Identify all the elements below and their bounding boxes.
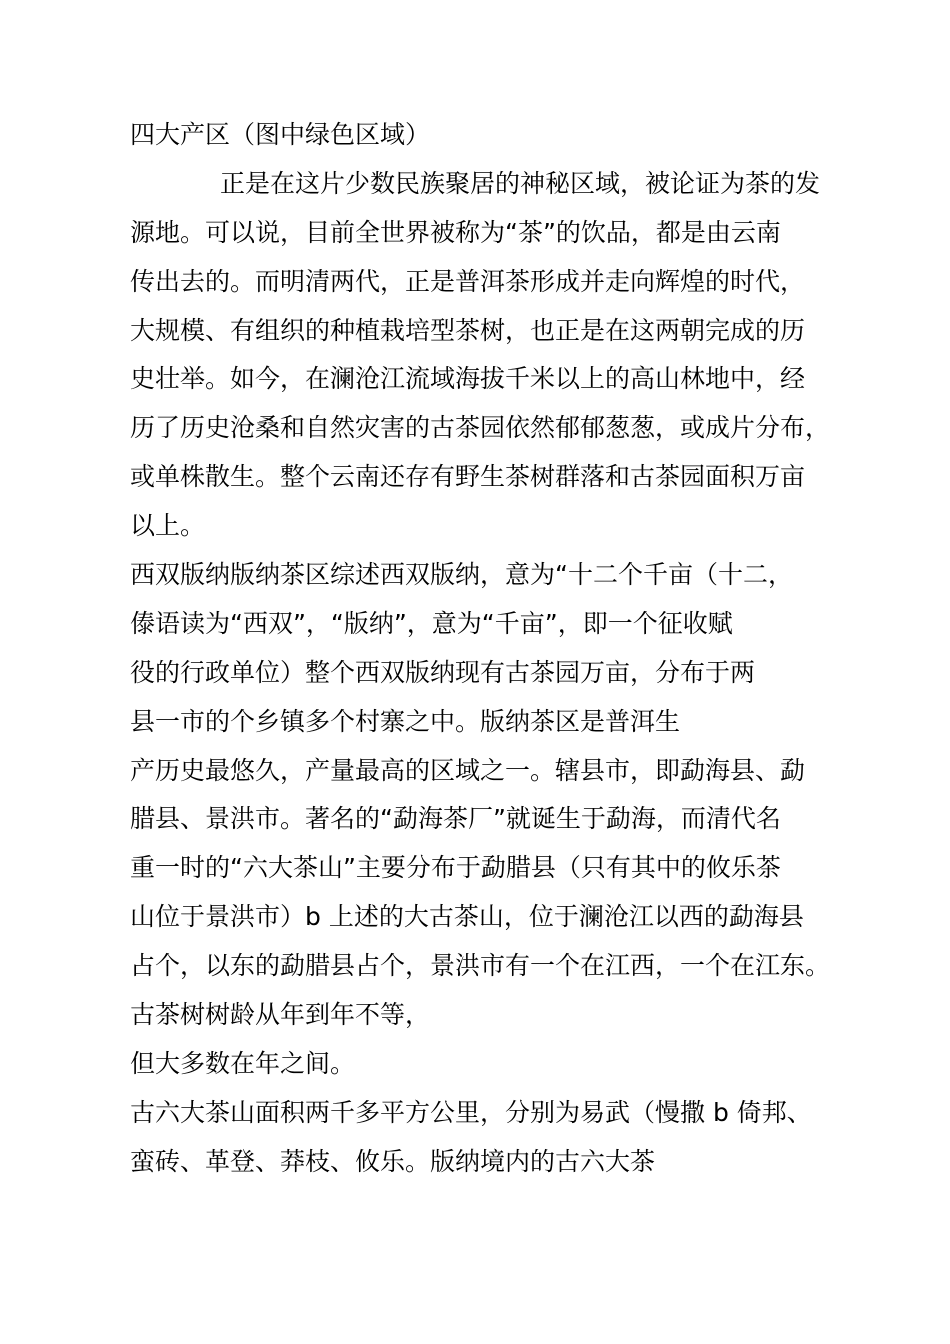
- paragraph-line: 正是在这片少数民族聚居的神秘区域，被论证为茶的发: [220, 168, 821, 198]
- paragraph-line: 傣语读为“西双”，“版纳”，意为“千亩”，即一个征收赋: [130, 608, 733, 638]
- paragraph-line: 产历史最悠久，产量最高的区域之一。辖县市，即勐海县、勐: [130, 755, 806, 785]
- paragraph-line: 传出去的。而明清两代，正是普洱茶形成并走向辉煌的时代，: [130, 266, 806, 296]
- paragraph-line: 腊县、景洪市。著名的“勐海茶厂”就诞生于勐海，而清代名: [130, 804, 781, 834]
- document-body: [130, 111, 850, 1187]
- paragraph-line: 西双版纳版纳茶区综述西双版纳，意为“十二个千亩（十二，: [130, 560, 793, 590]
- paragraph-line: 蛮砖、革登、莽枝、攸乐。版纳境内的古六大茶: [130, 1146, 656, 1176]
- paragraph-line: 或单株散生。整个云南还存有野生茶树群落和古茶园面积万亩: [130, 462, 806, 492]
- paragraph-line: 历了历史沧桑和自然灾害的古茶园依然郁郁葱葱，或成片分布，: [130, 413, 831, 443]
- paragraph-line: 占个，以东的勐腊县占个，景洪市有一个在江西，一个在江东。: [130, 951, 831, 981]
- paragraph-line: 古六大茶山面积两千多平方公里，分别为易武（慢撒 b 倚邦、: [130, 1097, 812, 1127]
- paragraph-line: 但大多数在年之间。: [130, 1048, 356, 1078]
- heading-line: 四大产区（图中绿色区域）: [130, 120, 431, 149]
- paragraph-line: 山位于景洪市）b 上述的大古茶山，位于澜沧江以西的勐海县: [130, 902, 804, 932]
- paragraph-line: 以上。: [130, 511, 206, 541]
- paragraph-line: 源地。可以说，目前全世界被称为“茶”的饮品，都是由云南: [130, 217, 781, 247]
- paragraph-line: 重一时的“六大茶山”主要分布于勐腊县（只有其中的攸乐茶: [130, 853, 781, 883]
- paragraph-line: 古茶树树龄从年到年不等，: [130, 1000, 431, 1030]
- paragraph-line: 史壮举。如今，在澜沧江流域海拔千米以上的高山林地中，经: [130, 364, 806, 394]
- paragraph-line: 大规模、有组织的种植栽培型茶树，也正是在这两朝完成的历: [130, 315, 806, 345]
- paragraph-line: 役的行政单位）整个西双版纳现有古茶园万亩，分布于两: [130, 657, 756, 687]
- paragraph-line: 县一市的个乡镇多个村寨之中。版纳茶区是普洱生: [130, 706, 681, 736]
